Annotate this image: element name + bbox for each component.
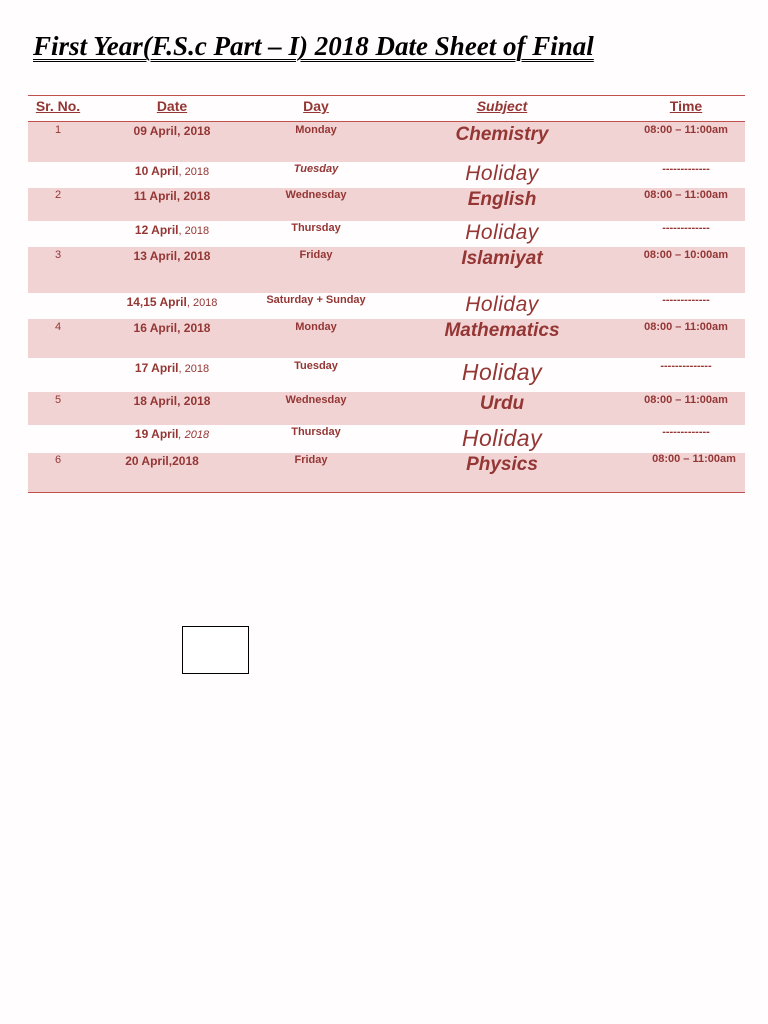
- day-cell: Friday: [294, 454, 328, 466]
- table-header-row: [28, 96, 745, 122]
- time-cell: -------------: [662, 294, 710, 306]
- day-cell: Tuesday: [294, 360, 338, 372]
- subject-cell: Physics: [466, 454, 538, 475]
- subject-cell: Urdu: [479, 393, 525, 414]
- time-cell: 08:00 – 11:00am: [652, 453, 736, 465]
- sr-cell: 3: [54, 249, 62, 261]
- time-cell: 08:00 – 10:00am: [643, 249, 729, 261]
- time-cell: 08:00 – 11:00am: [644, 124, 728, 136]
- date-cell: 12 April, 2018: [134, 223, 210, 237]
- empty-box: [182, 626, 249, 674]
- header-day: Day: [303, 98, 329, 114]
- day-cell: Saturday + Sunday: [266, 294, 366, 306]
- subject-cell: Holiday: [465, 293, 539, 316]
- table-row: [28, 188, 745, 221]
- subject-cell: Holiday: [465, 162, 539, 185]
- date-sheet-table: [28, 95, 745, 493]
- table-row: [28, 453, 745, 492]
- date-cell: 19 April, 2018: [134, 427, 210, 441]
- day-cell: Monday: [295, 124, 337, 136]
- subject-cell: Holiday: [461, 425, 543, 451]
- time-cell: 08:00 – 11:00am: [644, 394, 728, 406]
- table-row: [28, 162, 745, 188]
- time-cell: --------------: [660, 360, 712, 372]
- subject-cell: Islamiyat: [461, 248, 543, 269]
- table-row: [28, 319, 745, 358]
- date-cell: 20 April,2018: [125, 454, 199, 468]
- day-cell: Thursday: [291, 426, 341, 438]
- day-cell: Wednesday: [285, 394, 347, 406]
- subject-cell: Holiday: [461, 359, 543, 385]
- subject-cell: Holiday: [465, 221, 539, 244]
- sr-cell: 5: [54, 394, 62, 406]
- day-cell: Friday: [299, 249, 333, 261]
- sr-cell: 1: [54, 124, 62, 136]
- sr-cell: 2: [54, 189, 62, 201]
- date-cell: 16 April, 2018: [133, 321, 211, 335]
- time-cell: -------------: [662, 222, 710, 234]
- date-cell: 11 April, 2018: [133, 189, 211, 203]
- subject-cell: English: [467, 189, 537, 210]
- date-cell: 14,15 April, 2018: [126, 295, 218, 309]
- time-cell: 08:00 – 11:00am: [644, 321, 728, 333]
- time-cell: 08:00 – 11:00am: [644, 189, 728, 201]
- date-cell: 09 April, 2018: [133, 124, 211, 138]
- day-cell: Wednesday: [285, 189, 347, 201]
- sr-cell: 4: [54, 321, 62, 333]
- header-subject: Subject: [476, 98, 528, 114]
- date-cell: 17 April, 2018: [134, 361, 210, 375]
- page-title: First Year(F.S.c Part – I) 2018 Date Sheet of Final: [33, 31, 594, 61]
- day-cell: Monday: [295, 321, 337, 333]
- table-row: [28, 247, 745, 293]
- day-cell: Tuesday: [293, 163, 339, 175]
- subject-cell: Chemistry: [455, 124, 549, 145]
- header-date: Date: [156, 98, 188, 114]
- table-row: [28, 122, 745, 162]
- table-row: [28, 358, 745, 392]
- table-row: [28, 221, 745, 247]
- date-cell: 10 April, 2018: [134, 164, 210, 178]
- header-time: Time: [669, 98, 703, 114]
- date-cell: 18 April, 2018: [133, 394, 211, 408]
- table-row: [28, 293, 745, 319]
- day-cell: Thursday: [291, 222, 341, 234]
- time-cell: -------------: [662, 163, 710, 175]
- date-cell: 13 April, 2018: [133, 249, 211, 263]
- sr-cell: 6: [54, 454, 62, 466]
- table-row: [28, 425, 745, 453]
- subject-cell: Mathematics: [444, 320, 560, 341]
- header-sr-no: Sr. No.: [35, 98, 81, 114]
- time-cell: -------------: [662, 426, 710, 438]
- table-row: [28, 392, 745, 425]
